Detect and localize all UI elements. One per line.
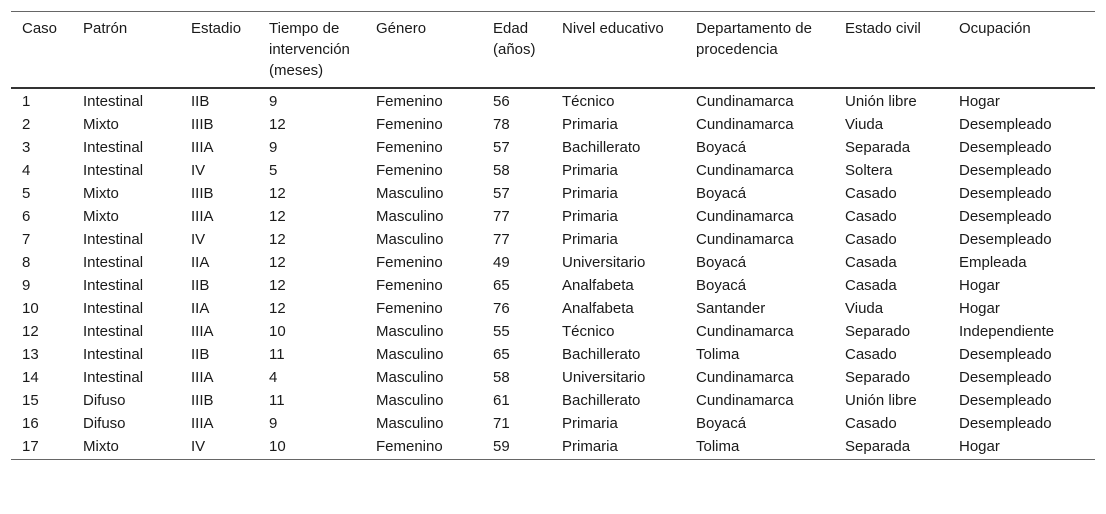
cell-nivel-educativo: Universitario xyxy=(562,254,646,271)
cell-caso: 10 xyxy=(22,300,39,317)
header-departamento: Departamento de procedencia xyxy=(696,20,812,58)
cell-genero: Masculino xyxy=(376,231,444,248)
cell-genero: Femenino xyxy=(376,438,443,455)
table-row xyxy=(11,113,1095,136)
cell-edad: 56 xyxy=(493,93,510,110)
cell-estadio: IIB xyxy=(191,277,210,294)
cell-estado-civil: Casado xyxy=(845,185,897,202)
cell-nivel-educativo: Primaria xyxy=(562,116,618,133)
cell-ocupacion: Desempleado xyxy=(959,162,1052,179)
cell-ocupacion: Desempleado xyxy=(959,392,1052,409)
patient-table xyxy=(11,11,1095,460)
cell-ocupacion: Desempleado xyxy=(959,185,1052,202)
cell-departamento: Tolima xyxy=(696,346,740,363)
cell-patron: Intestinal xyxy=(83,300,144,317)
cell-departamento: Cundinamarca xyxy=(696,323,794,340)
cell-ocupacion: Hogar xyxy=(959,438,1000,455)
cell-caso: 3 xyxy=(22,139,31,156)
cell-estado-civil: Viuda xyxy=(845,116,884,133)
cell-tiempo: 12 xyxy=(269,185,286,202)
cell-edad: 49 xyxy=(493,254,510,271)
cell-estado-civil: Casado xyxy=(845,208,897,225)
cell-caso: 12 xyxy=(22,323,39,340)
cell-caso: 7 xyxy=(22,231,31,248)
cell-estado-civil: Separada xyxy=(845,438,911,455)
cell-nivel-educativo: Analfabeta xyxy=(562,300,634,317)
cell-ocupacion: Desempleado xyxy=(959,139,1052,156)
cell-estado-civil: Casado xyxy=(845,346,897,363)
table-row xyxy=(11,366,1095,389)
cell-edad: 71 xyxy=(493,415,510,432)
cell-tiempo: 12 xyxy=(269,300,286,317)
cell-estado-civil: Unión libre xyxy=(845,93,917,110)
header-caso: Caso xyxy=(22,20,58,37)
cell-caso: 2 xyxy=(22,116,31,133)
cell-estado-civil: Separado xyxy=(845,369,911,386)
cell-edad: 57 xyxy=(493,185,510,202)
header-genero: Género xyxy=(376,20,427,37)
cell-tiempo: 11 xyxy=(269,392,285,409)
cell-caso: 6 xyxy=(22,208,31,225)
cell-patron: Intestinal xyxy=(83,93,144,110)
cell-estado-civil: Separada xyxy=(845,139,911,156)
cell-estado-civil: Casado xyxy=(845,231,897,248)
cell-ocupacion: Desempleado xyxy=(959,346,1052,363)
cell-tiempo: 11 xyxy=(269,346,285,363)
cell-patron: Difuso xyxy=(83,392,126,409)
cell-patron: Intestinal xyxy=(83,162,144,179)
cell-edad: 59 xyxy=(493,438,510,455)
cell-patron: Mixto xyxy=(83,185,119,202)
cell-genero: Femenino xyxy=(376,254,443,271)
cell-patron: Mixto xyxy=(83,116,119,133)
cell-tiempo: 5 xyxy=(269,162,278,179)
cell-estado-civil: Separado xyxy=(845,323,911,340)
cell-departamento: Cundinamarca xyxy=(696,116,794,133)
cell-estadio: IIA xyxy=(191,254,210,271)
table-row xyxy=(11,343,1095,366)
cell-estadio: IV xyxy=(191,231,206,248)
cell-ocupacion: Hogar xyxy=(959,93,1000,110)
cell-caso: 5 xyxy=(22,185,31,202)
table-row xyxy=(11,320,1095,343)
cell-patron: Intestinal xyxy=(83,369,144,386)
cell-nivel-educativo: Primaria xyxy=(562,208,618,225)
cell-departamento: Cundinamarca xyxy=(696,93,794,110)
table-row xyxy=(11,159,1095,182)
cell-departamento: Cundinamarca xyxy=(696,231,794,248)
cell-departamento: Cundinamarca xyxy=(696,392,794,409)
cell-ocupacion: Empleada xyxy=(959,254,1027,271)
cell-estadio: IIIB xyxy=(191,116,214,133)
cell-caso: 9 xyxy=(22,277,31,294)
cell-genero: Masculino xyxy=(376,323,444,340)
header-ocupacion: Ocupación xyxy=(959,20,1031,37)
cell-nivel-educativo: Bachillerato xyxy=(562,139,641,156)
cell-genero: Masculino xyxy=(376,415,444,432)
cell-estadio: IV xyxy=(191,438,206,455)
cell-genero: Masculino xyxy=(376,346,444,363)
cell-estadio: IIIB xyxy=(191,185,214,202)
cell-estado-civil: Soltera xyxy=(845,162,893,179)
cell-tiempo: 9 xyxy=(269,93,278,110)
cell-estado-civil: Casada xyxy=(845,254,897,271)
cell-estado-civil: Viuda xyxy=(845,300,884,317)
cell-estado-civil: Unión libre xyxy=(845,392,917,409)
cell-edad: 58 xyxy=(493,369,510,386)
cell-genero: Femenino xyxy=(376,162,443,179)
header-patron: Patrón xyxy=(83,20,128,37)
cell-tiempo: 12 xyxy=(269,116,286,133)
cell-patron: Intestinal xyxy=(83,254,144,271)
cell-patron: Mixto xyxy=(83,438,119,455)
cell-patron: Mixto xyxy=(83,208,119,225)
cell-caso: 4 xyxy=(22,162,31,179)
table-row xyxy=(11,274,1095,297)
cell-estadio: IIB xyxy=(191,93,210,110)
cell-estadio: IV xyxy=(191,162,206,179)
cell-genero: Femenino xyxy=(376,116,443,133)
table-row xyxy=(11,205,1095,228)
cell-departamento: Cundinamarca xyxy=(696,208,794,225)
cell-departamento: Tolima xyxy=(696,438,740,455)
cell-estadio: IIIA xyxy=(191,323,214,340)
cell-caso: 1 xyxy=(22,93,31,110)
cell-caso: 16 xyxy=(22,415,39,432)
cell-edad: 65 xyxy=(493,346,510,363)
header-nivel-educativo: Nivel educativo xyxy=(562,20,664,37)
table-row xyxy=(11,136,1095,159)
cell-genero: Femenino xyxy=(376,139,443,156)
cell-ocupacion: Hogar xyxy=(959,300,1000,317)
header-row xyxy=(11,12,1095,89)
cell-caso: 13 xyxy=(22,346,39,363)
cell-estadio: IIIA xyxy=(191,369,214,386)
cell-genero: Femenino xyxy=(376,300,443,317)
table-row xyxy=(11,412,1095,435)
header-edad: Edad (años) xyxy=(493,20,536,58)
cell-estado-civil: Casada xyxy=(845,277,897,294)
cell-caso: 14 xyxy=(22,369,39,386)
cell-departamento: Boyacá xyxy=(696,139,747,156)
cell-patron: Intestinal xyxy=(83,231,144,248)
table-row xyxy=(11,182,1095,205)
cell-ocupacion: Desempleado xyxy=(959,231,1052,248)
cell-nivel-educativo: Primaria xyxy=(562,415,618,432)
cell-departamento: Boyacá xyxy=(696,415,747,432)
cell-departamento: Santander xyxy=(696,300,766,317)
cell-nivel-educativo: Bachillerato xyxy=(562,346,641,363)
cell-nivel-educativo: Primaria xyxy=(562,185,618,202)
cell-estadio: IIB xyxy=(191,346,210,363)
cell-ocupacion: Desempleado xyxy=(959,415,1052,432)
cell-nivel-educativo: Técnico xyxy=(562,323,615,340)
cell-caso: 8 xyxy=(22,254,31,271)
header-estado-civil: Estado civil xyxy=(845,20,921,37)
cell-nivel-educativo: Primaria xyxy=(562,438,618,455)
cell-edad: 55 xyxy=(493,323,510,340)
cell-nivel-educativo: Técnico xyxy=(562,93,615,110)
cell-caso: 17 xyxy=(22,438,39,455)
cell-patron: Intestinal xyxy=(83,323,144,340)
cell-nivel-educativo: Bachillerato xyxy=(562,392,641,409)
header-tiempo: Tiempo de intervención (meses) xyxy=(269,20,350,79)
cell-tiempo: 12 xyxy=(269,277,286,294)
cell-edad: 61 xyxy=(493,392,510,409)
cell-genero: Masculino xyxy=(376,392,444,409)
cell-genero: Masculino xyxy=(376,369,444,386)
cell-edad: 78 xyxy=(493,116,510,133)
cell-nivel-educativo: Primaria xyxy=(562,231,618,248)
cell-patron: Intestinal xyxy=(83,277,144,294)
cell-estadio: IIIA xyxy=(191,208,214,225)
cell-genero: Masculino xyxy=(376,185,444,202)
cell-departamento: Cundinamarca xyxy=(696,162,794,179)
cell-tiempo: 9 xyxy=(269,415,278,432)
cell-tiempo: 4 xyxy=(269,369,278,386)
table-row xyxy=(11,435,1095,460)
table-row xyxy=(11,297,1095,320)
cell-edad: 76 xyxy=(493,300,510,317)
cell-nivel-educativo: Primaria xyxy=(562,162,618,179)
cell-departamento: Cundinamarca xyxy=(696,369,794,386)
cell-ocupacion: Desempleado xyxy=(959,208,1052,225)
cell-genero: Femenino xyxy=(376,277,443,294)
table-body xyxy=(11,88,1095,460)
table-row xyxy=(11,228,1095,251)
cell-nivel-educativo: Analfabeta xyxy=(562,277,634,294)
cell-edad: 57 xyxy=(493,139,510,156)
cell-tiempo: 9 xyxy=(269,139,278,156)
cell-estadio: IIA xyxy=(191,300,210,317)
cell-patron: Intestinal xyxy=(83,139,144,156)
header-estadio: Estadio xyxy=(191,20,242,37)
cell-departamento: Boyacá xyxy=(696,254,747,271)
cell-tiempo: 12 xyxy=(269,231,286,248)
cell-genero: Masculino xyxy=(376,208,444,225)
cell-patron: Intestinal xyxy=(83,346,144,363)
cell-estado-civil: Casado xyxy=(845,415,897,432)
table-row xyxy=(11,251,1095,274)
cell-tiempo: 12 xyxy=(269,254,286,271)
cell-ocupacion: Desempleado xyxy=(959,369,1052,386)
cell-nivel-educativo: Universitario xyxy=(562,369,646,386)
cell-patron: Difuso xyxy=(83,415,126,432)
cell-edad: 65 xyxy=(493,277,510,294)
cell-ocupacion: Desempleado xyxy=(959,116,1052,133)
cell-edad: 77 xyxy=(493,208,510,225)
cell-tiempo: 12 xyxy=(269,208,286,225)
cell-tiempo: 10 xyxy=(269,323,286,340)
cell-estadio: IIIB xyxy=(191,392,214,409)
cell-departamento: Boyacá xyxy=(696,277,747,294)
table-row xyxy=(11,88,1095,113)
table-row xyxy=(11,389,1095,412)
cell-tiempo: 10 xyxy=(269,438,286,455)
cell-edad: 77 xyxy=(493,231,510,248)
cell-ocupacion: Hogar xyxy=(959,277,1000,294)
cell-ocupacion: Independiente xyxy=(959,323,1055,340)
cell-estadio: IIIA xyxy=(191,415,214,432)
cell-departamento: Boyacá xyxy=(696,185,747,202)
cell-estadio: IIIA xyxy=(191,139,214,156)
cell-genero: Femenino xyxy=(376,93,443,110)
cell-edad: 58 xyxy=(493,162,510,179)
cell-caso: 15 xyxy=(22,392,39,409)
